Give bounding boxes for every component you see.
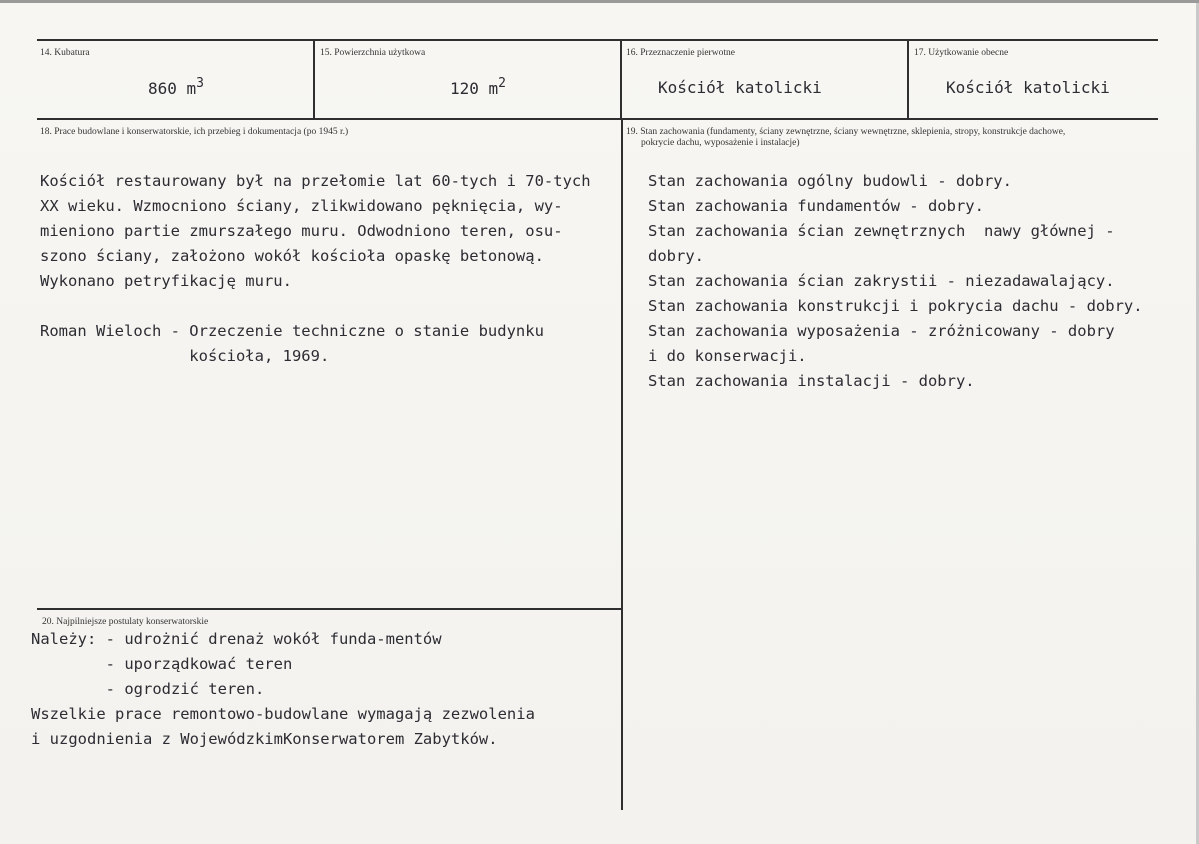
field-18-line: Wykonano petryfikację muru. <box>40 272 292 290</box>
field-19-label-line-2: pokrycie dachu, wyposażenie i instalacje) <box>641 138 800 148</box>
field-14-exponent: 3 <box>196 76 204 91</box>
field-15-number: 120 m <box>450 79 499 98</box>
field-19-line: i do konserwacji. <box>648 347 807 365</box>
field-19-line: Stan zachowania ścian zakrystii - niezadawalający. <box>648 272 1115 290</box>
field-18-line: XX wieku. Wzmocniono ściany, zlikwidowano pęknięcia, wy- <box>40 197 563 215</box>
field-16-label: 16. Przeznaczenie pierwotne <box>626 48 735 58</box>
field-20-line: Należy: - udrożnić drenaż wokół funda-mentów <box>31 630 442 648</box>
field-14-number: 860 m <box>148 79 197 98</box>
field-19-line: dobry. <box>648 247 704 265</box>
field-17-label: 17. Użytkowanie obecne <box>914 48 1009 58</box>
row18-bottom-rule <box>37 608 622 610</box>
field-15-value <box>450 76 506 98</box>
row1-bottom-rule <box>37 118 1158 120</box>
col-divider-16-17 <box>907 39 909 119</box>
field-19-line: Stan zachowania wyposażenia - zróżnicowany - dobry <box>648 322 1115 340</box>
field-16-value: Kościół katolicki <box>658 78 822 97</box>
field-14-value <box>148 76 204 98</box>
field-18-line: mieniono partie zmurszałego muru. Odwodniono teren, osu- <box>40 222 563 240</box>
col-divider-15-16 <box>620 39 622 119</box>
field-19-line: Stan zachowania konstrukcji i pokrycia dachu - dobry. <box>648 297 1143 315</box>
field-19-line: Stan zachowania instalacji - dobry. <box>648 372 975 390</box>
field-19-label-line-1: 19. Stan zachowania (fundamenty, ściany zewnętrzne, ściany wewnętrzne, sklepienia, stropy, konstrukcje dachowe, <box>626 127 1066 137</box>
field-19-line: Stan zachowania ogólny budowli - dobry. <box>648 172 1012 190</box>
field-19-line: Stan zachowania ścian zewnętrznych nawy głównej - <box>648 222 1115 240</box>
field-15-label: 15. Powierzchnia użytkowa <box>320 48 426 58</box>
top-rule <box>37 39 1158 41</box>
field-19-line: Stan zachowania fundamentów - dobry. <box>648 197 984 215</box>
field-17-value: Kościół katolicki <box>946 78 1110 97</box>
col-divider-14-15 <box>313 39 315 119</box>
field-20-line: - ogrodzić teren. <box>31 680 265 698</box>
field-20-line: i uzgodnienia z WojewódzkimKonserwatorem Zabytków. <box>31 730 498 748</box>
field-18-line: Kościół restaurowany był na przełomie lat 60-tych i 70-tych <box>40 172 591 190</box>
field-20-line: - uporządkować teren <box>31 655 293 673</box>
field-20-line: Wszelkie prace remontowo-budowlane wymagają zezwolenia <box>31 705 535 723</box>
field-15-exponent: 2 <box>498 76 506 91</box>
field-18-line: Roman Wieloch - Orzeczenie techniczne o stanie budynku <box>40 322 544 340</box>
left-right-divider <box>621 118 623 810</box>
field-18-label: 18. Prace budowlane i konserwatorskie, ich przebieg i dokumentacja (po 1945 r.) <box>40 127 349 137</box>
field-14-label: 14. Kubatura <box>40 48 90 58</box>
field-18-line: szono ściany, założono wokół kościoła opaskę betonową. <box>40 247 544 265</box>
field-20-label: 20. Najpilniejsze postulaty konserwatorskie <box>42 617 209 627</box>
field-18-line: kościoła, 1969. <box>40 347 330 365</box>
